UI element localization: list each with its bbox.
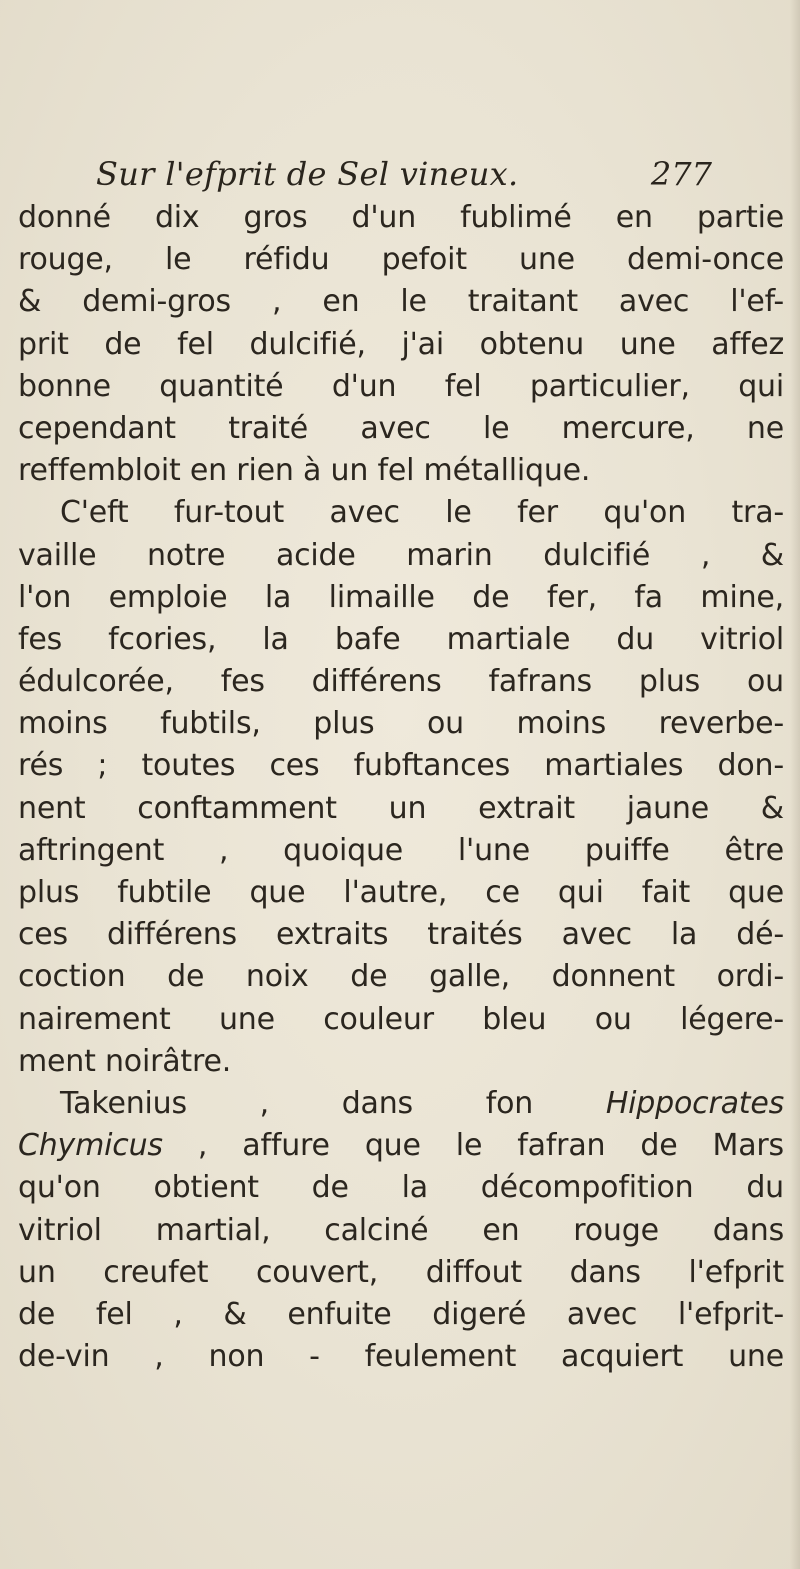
text-line <box>18 1125 784 1167</box>
text-fragment: , affure que le fafran de Mars <box>197 1128 784 1164</box>
text-line: fes fcories, la bafe martiale du vitriol <box>18 621 784 657</box>
text-line: prit de fel dulcifié, j'ai obtenu une affez <box>18 326 784 362</box>
text-line: cependant traité avec le mercure, ne <box>18 410 784 446</box>
text-line: vaille notre acide marin dulcifié , & <box>18 537 784 573</box>
text-line: & demi-gros , en le traitant avec l'ef- <box>18 284 784 320</box>
book-title-fragment: Hippocrates <box>605 1085 785 1121</box>
text-line: de-vin , non - feulement acquiert une <box>18 1339 784 1375</box>
page-edge-shadow <box>790 0 800 1569</box>
text-line: rouge, le réfidu pefoit une demi-once <box>18 242 784 278</box>
page-number: 277 <box>650 155 712 193</box>
text-line: reffembloit en rien à un fel métallique. <box>18 453 591 489</box>
text-line: nent conftamment un extrait jaune & <box>18 790 784 826</box>
running-title: Sur l'efprit de Sel vineux. <box>96 155 519 193</box>
text-line: ment noirâtre. <box>18 1043 232 1079</box>
page-header <box>96 150 712 198</box>
text-line: donné dix gros d'un fublimé en partie <box>18 200 784 235</box>
text-line: plus fubtile que l'autre, ce qui fait que <box>18 875 784 910</box>
text-line: de fel , & enfuite digeré avec l'efprit- <box>18 1296 784 1332</box>
body-text <box>18 197 784 1378</box>
text-line: qu'on obtient de la décompofition du <box>18 1170 784 1206</box>
text-line: aftringent , quoique l'une puiffe être <box>18 832 784 868</box>
text-line <box>18 1083 784 1125</box>
text-line: l'on emploie la limaille de fer, fa mine, <box>18 579 784 615</box>
text-fragment: Takenius , dans fon <box>60 1085 534 1121</box>
text-line: rés ; toutes ces fubftances martiales don- <box>18 748 784 784</box>
text-line: vitriol martial, calciné en rouge dans <box>18 1212 784 1248</box>
text-line: bonne quantité d'un fel particulier, qui <box>18 368 784 404</box>
text-line: C'eft fur-tout avec le fer qu'on tra- <box>60 495 784 531</box>
book-title-fragment: Chymicus <box>18 1128 163 1164</box>
text-line: édulcorée, fes différens fafrans plus ou <box>18 664 784 700</box>
text-line: un creufet couvert, diffout dans l'efprit <box>18 1254 784 1290</box>
text-line: coction de noix de galle, donnent ordi- <box>18 959 784 995</box>
text-line: moins fubtils, plus ou moins reverbe- <box>18 706 784 742</box>
text-line: ces différens extraits traités avec la dé- <box>18 917 784 953</box>
text-line: nairement une couleur bleu ou légere- <box>18 1001 784 1037</box>
